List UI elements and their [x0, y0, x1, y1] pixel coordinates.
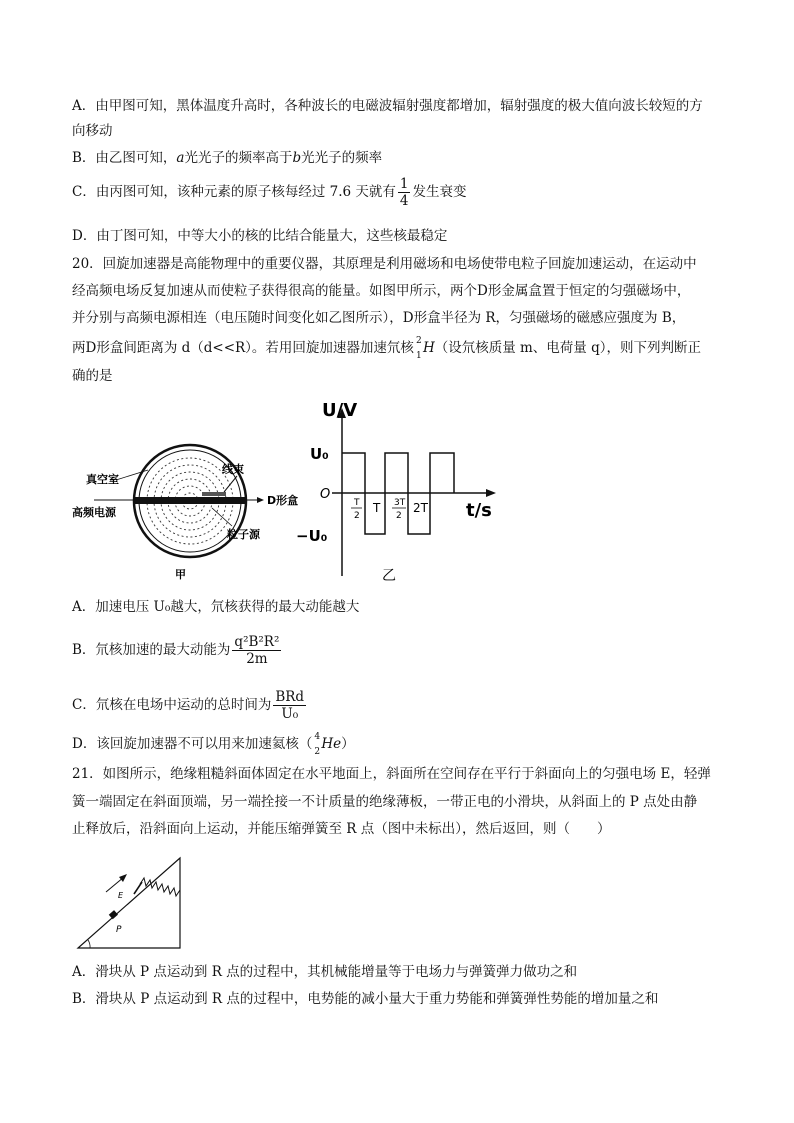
- label-hf-source: 高频电源: [72, 506, 116, 519]
- beam-line: [224, 476, 237, 492]
- tick-three-half-t-den: 2: [396, 511, 402, 521]
- q20-stem-line5: 确的是: [72, 368, 113, 384]
- q20-stem-line4: 两D形盒间距离为 d（d<<R）。若用回旋加速器加速氘核 2 1 H（设氘核质量 m、电荷量 q），则下列判断正: [72, 336, 701, 361]
- label-origin: O: [320, 487, 331, 502]
- deuterium-symbol: 2 1 H: [415, 336, 435, 361]
- q19-option-a-line1: A．由甲图可知，黑体温度升高时，各种波长的电磁波辐射强度都增加，辐射强度的极大值向波长较短的方: [72, 98, 703, 114]
- q20-stem-line3: 并分别与高频电源相连（电压随时间变化如乙图所示），D形盒半径为 R，匀强磁场的磁感应强度为 B，: [72, 310, 686, 326]
- fraction-max-kinetic-energy: $\frac{\text{q²B²R²}}{2m}$: [234, 634, 280, 667]
- label-u0: U₀: [310, 445, 329, 463]
- helium-symbol: 4 2 He: [314, 732, 342, 757]
- figure-incline-spring: [74, 852, 186, 952]
- q20-option-c: C．氘核在电场中运动的总时间为 $\frac{\text{BRd}}{\text{U₀}}$: [72, 689, 305, 722]
- q20-option-b: B．氘核加速的最大动能为 $\frac{\text{q²B²R²}}{2m}$: [72, 634, 280, 667]
- q19-option-a-line2: 向移动: [72, 123, 113, 139]
- q21-option-a: A．滑块从 P 点运动到 R 点的过程中，其机械能增量等于电场力与弹簧弹力做功之和: [72, 964, 578, 980]
- q21-option-b: B．滑块从 P 点运动到 R 点的过程中，电势能的减小量大于重力势能和弹簧弹性势能的增加量之和: [72, 991, 659, 1007]
- beam-guide: [202, 492, 226, 496]
- tick-three-half-t-num: 3T: [394, 498, 406, 508]
- tick-half-t-den: 2: [354, 511, 360, 521]
- vacuum-leader: [116, 470, 148, 480]
- label-p: P: [116, 925, 122, 935]
- slider-block: [109, 910, 118, 919]
- q20-stem-line2: 经高频电场反复加速从而使粒子获得很高的能量。如图甲所示，两个D形金属盒置于恒定的匀强磁场中，: [72, 283, 691, 299]
- spring: [140, 878, 180, 896]
- caption-jia: 甲: [175, 568, 186, 581]
- y-axis-label: U/V: [322, 400, 358, 421]
- q21-stem-line2: 簧一端固定在斜面顶端，另一端拴接一不计质量的绝缘薄板，一带正电的小滑块，从斜面上的 P 点处由静: [72, 794, 698, 810]
- q19-option-d: D．由丁图可知，中等大小的核的比结合能量大，这些核最稳定: [72, 228, 448, 244]
- label-d-box: D形盒: [267, 494, 299, 507]
- q21-stem-line1: 21．如图所示，绝缘粗糙斜面体固定在水平地面上，斜面所在空间存在平行于斜面向上的匀强电场 E，轻弹: [72, 766, 711, 782]
- particle-leader: [212, 508, 232, 526]
- figure-jia-cyclotron: [72, 408, 299, 586]
- q21-stem-line3: 止释放后，沿斜面向上运动，并能压缩弹簧至 R 点（图中未标出），然后返回，则（ ）: [72, 821, 611, 837]
- fraction-total-time: $\frac{\text{BRd}}{\text{U₀}}$: [275, 689, 305, 722]
- label-particle-source: 粒子源: [227, 528, 260, 541]
- label-e: E: [118, 891, 124, 900]
- caption-yi: 乙: [382, 568, 396, 584]
- label-beam: 线束: [222, 463, 244, 476]
- incline: [78, 858, 180, 948]
- figure-yi-voltage-graph: [296, 400, 506, 586]
- angle-arc: [88, 940, 90, 948]
- q20-stem-line1: 20．回旋加速器是高能物理中的重要仪器，其原理是利用磁场和电场使带电粒子回旋加速运动，在运动中: [72, 256, 697, 272]
- tick-2t: 2T: [413, 501, 428, 515]
- label-vacuum-chamber: 真空室: [86, 473, 119, 486]
- q20-option-d: D．该回旋加速器不可以用来加速氦核（ 4 2 He）: [72, 732, 355, 757]
- fraction-one-quarter: $\frac{1}{4}$: [399, 176, 409, 209]
- d-box-gap: [134, 497, 246, 504]
- q19-option-b: B．由乙图可知，a光光子的频率高于b光光子的频率: [72, 150, 383, 166]
- q20-option-a: A．加速电压 U₀越大，氘核获得的最大动能越大: [72, 599, 360, 615]
- x-axis-label: t/s: [466, 500, 492, 521]
- tick-t: T: [373, 501, 381, 515]
- q19-option-c: C．由丙图可知，该种元素的原子核每经过 7.6 天就有 $\frac{1}{4}$ 发生衰变: [72, 176, 467, 209]
- tick-half-t-num: T: [354, 498, 360, 508]
- label-neg-u0: −U₀: [296, 527, 328, 545]
